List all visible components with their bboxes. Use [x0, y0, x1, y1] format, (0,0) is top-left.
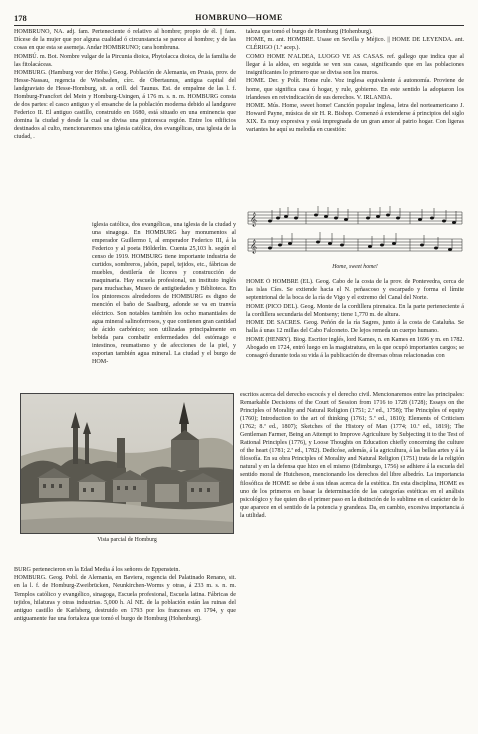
right-column-bottom	[240, 391, 464, 724]
entry-home-rule: HOME. Der. y Polít. Home rule. Voz inglesa equivalente á autonomía. Proviene de home, que significa casa ú hogar, y rule, gobierno. En este sentido la adoptaron los irlandeses en reivindicación de sus derechos. V. IRLANDA.	[246, 78, 464, 101]
right-column-middle	[246, 278, 464, 390]
left-column-bottom	[14, 566, 236, 724]
svg-text:𝄞: 𝄞	[250, 239, 258, 253]
page-header	[14, 13, 464, 25]
entry-home-sweet-home: HOME. Mús. Home, sweet home! Canción popular inglesa, letra del norteamericano J. Howard Payne, música de sir H. R. Bishop. Comenzó á extenderse á principios del siglo XIX. Es muy expresiva y está impregnada de un gran amor al patrio hogar. Con ligeras variantes he aquí su melodía en cuestión:	[246, 102, 464, 134]
page-number: 178	[14, 13, 27, 23]
entry-hombu: HOMBÚ. m. Bot. Nombre vulgar de la Pircunia dioica, Phytolacca dioica, de la familia de las fitolacáceas.	[14, 53, 236, 68]
entry-homburg-bavaria: HOMBURG. Geog. Pobl. de Alemania, en Baviera, regencia del Palatinado Renano, sit. en la l. f. de Homburg-Zweibrücken, Neunkirchen-Worms y otras, á 233 m. s. n. m. Templos católico y evangélico, sinagoga, Escuela profesional, Escuela latina. Fábricas de tejidos, hilaturas y otras industrias. 5,000 h. Al NE. de la población están las ruinas del antiguo castillo de Karlsberg, destruido en 1793 por los franceses en 1794, y que antiguamente fue una fortaleza que tomó el burgo de Homburg (Hohenburg).	[14, 575, 236, 622]
entry-home-sacres: HOME DE SACRES. Geog. Peñón de la ría Sagres, junto á la costa de Cataluña. Se halla á unas 12 millas del Cabo Falconeto. De lejos remeda un cuerpo humano.	[246, 320, 464, 335]
entry-homburg-continued: iglesia católica, dos evangélicas, una iglesia de la ciudad y una sinagoga. En HOMBURG hay monumentos al emperador Guillermo I, al emperador Federico III, á la Federico y al poeta Hölderlin. Cuenta 25,103 h. según el censo de 1919. HOMBURG tiene importante industria de curtidos, sombreros, jabón, papel, tejidos, etc., fábricas de muebles, destilería de licores y construcción de maquinaria. Hay escuela profesional, un instituto inglés para muchachas, Museo de antigüedades y Biblioteca. En los pintorescos alrededores de HOMBURG es digno de mención el baño de Saalburg, adonde se va en tranvía eléctrico. Son notables también los ocho manantiales de agua mineral salinoferrosos, y que contienen gran cantidad de ácido carbónico; son utilizadas principalmente en bebida para combatir enfermedades del estómago e intestinos, reumatismo y de afecciones de la piel, y exportan también agua mineral. La ciudad y el burgo de HOM-	[92, 222, 236, 363]
homburg-photo	[20, 393, 234, 534]
entry-home-henry-continued: escritos acerca del derecho escocés y el derecho civil. Mencionaremos entre las principales: Remarkable Decisions of the Court of Session from 1716 to 1728 (1728); Essays on the Principles of Morality and Natural Religion (1751; 2.ª ed., 1758); The Principles of equity (1760); Introduction to the art of thinking (1761; 5.ª ed., 1810); Elements of Criticism (1762; 8.ª ed., 1807); Sketches of the History of Man (1774; 10.ª ed., 1819); The Gentleman Farmer, Being an Attempt to Improve Agriculture by Subjecting it to the Test of Rational Principles (1776), y Loose Thoughts on Education chiefly concerning the culture of the heart (1781; 2.ª ed., 1782). Dedicóse, además, á la agricultura, á las bellas artes y á la filosofía. En su obra Principles of Morality and Natural Religion (1751) trata de la religión natural y en la defensa que hizo en el mismo (Edimburgo, 1756) se adhiere á la escuela del sentido moral de Hutcheson, mencionando los derechos del libre albedrío. La importancia filosófica de HOME se debe á sus ideas acerca de la estética. En esta disciplina, HOME es uno de los primeros en basar la determinación de las categorías estéticas en el análisis psicológico y fue quien dio el primer paso en la distinción de lo sublime en el carácter de lo que aparece en el sentido de la potencia y grandeza. Da, en cambio, excesiva importancia á la utilidad.	[240, 392, 464, 519]
left-column-top	[14, 28, 236, 221]
music-caption: Home, sweet home!	[332, 264, 378, 270]
entry-fortaleza: taleza que tomó el burgo de Homburg (Hohenburg).	[246, 29, 373, 35]
entry-home-hombre: HOME, m. ant. HOMBRE. Usase en Sevilla y Méjico. || HOME DE LEYENDA. ant. CLÉRIGO (1.ª acep.).	[246, 37, 464, 52]
svg-text:𝄞: 𝄞	[250, 212, 258, 226]
photo-caption: Vista parcial de Homburg	[97, 537, 157, 543]
entry-hombruno: HOMBRUNO, NA. adj. fam. Perteneciente ó relativo al hombre; propio de él. || fam. Dícese de la mujer que por alguna cualidad ó circunstancia se parece al hombre; y de las cosas en que esta se asemeja. Andar HOMBRUNO; cara hombruna.	[14, 29, 236, 52]
sheet-music	[246, 206, 464, 262]
header-rule	[14, 25, 464, 26]
entry-home-el-cabo: HOME Ó HOMBRE (EL). Geog. Cabo de la costa de la prov. de Pontevedra, cerca de las islas Cíes. Se extiende hacia el N. peñascoso y escarpado y forma el límite septentrional de la boca de la ría de Vigo y el extremo del Canal del Norte.	[246, 279, 464, 302]
entry-homburg-end: BURG pertenecieron en la Edad Media á los señores de Eppenstein.	[14, 567, 181, 573]
entry-como-home: COMO HOME N'ALDEA, LUOGO VE AS CASAS. ref. gallego que indica que al llegar á la aldea, en seguida se ven sus casas, significando que en las poblaciones insignificantes lo primero que se divisa son los muros.	[246, 53, 464, 77]
entry-home-pico: HOME (PICO DEL). Geog. Monte de la cordillera pirenaica. En la parte perteneciente á la cordillera secundaria del Montseny; tiene 1,770 m. de altura.	[246, 303, 464, 318]
entry-homburg-prussia: HOMBURG. (Hamburg vor der Höhe.) Geog. Población de Alemania, en Prusia, prov. de Hesse-Nassau, regencia de Wiesbaden, círc. de Obertaunus, antigua capital del landgraviato de Hesse-Homburg, sit. a orill. del Taunus. Est. de empalme de las l. f. Homburg-Francfort del Mein y Homburg-Usingen, á 176 m. s. n. m. HOMBURG consta de dos partes: el casco antiguo y el ensanche de la población moderna debido al landgrave Federico II. El antiguo castillo, construido en 1680, está situado en una eminencia que domina la ciudad y desde la cual se divisa una pintoresca región. Entre los edificios destinados al culto, mencionaremos una iglesia católica, dos evangélicas, una iglesia de la ciudad, .	[14, 70, 236, 141]
running-head: HOMBRUNO—HOME	[195, 13, 283, 22]
right-column-top	[246, 28, 464, 204]
left-column-middle	[92, 221, 236, 363]
entry-home-henry: HOME (HENRY). Biog. Escritor inglés, lord Kames, n. en Kames en 1696 y m. en 1782. Abogado en 1724, entró luego en la magistratura, en la que ocupó importantes cargos; se consagró durante toda su vida á la publicación de diversas obras relacionadas con	[246, 336, 464, 359]
